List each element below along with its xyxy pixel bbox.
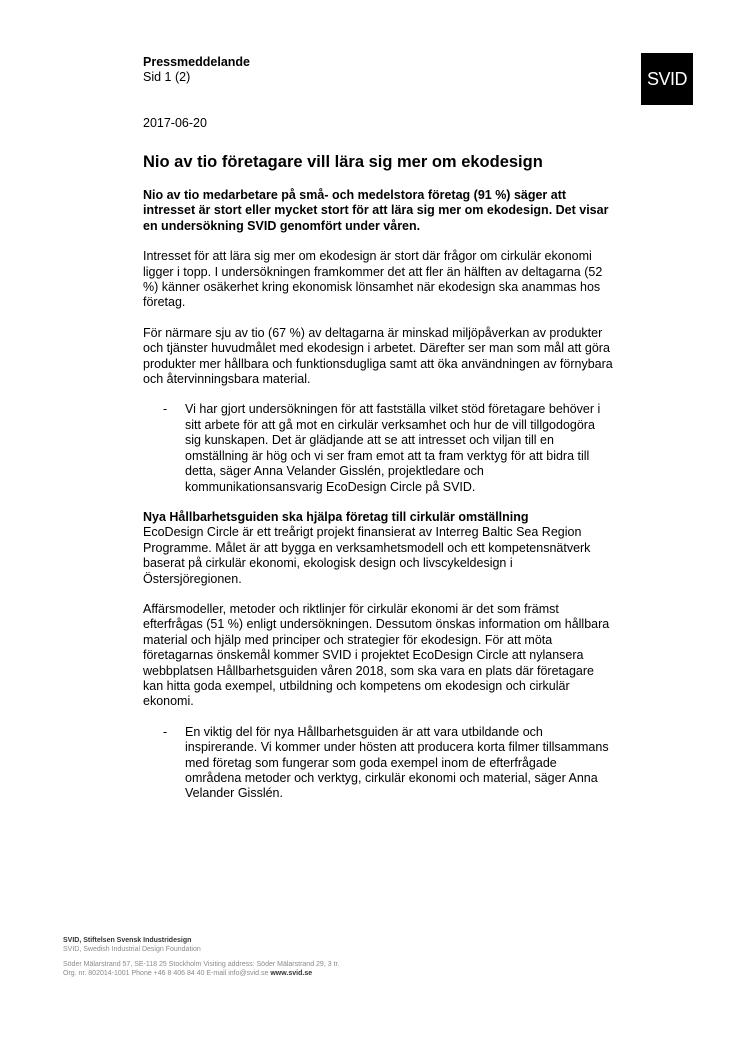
section-intro: EcoDesign Circle är ett treårigt projekt finansierat av Interreg Baltic Sea Region Programme. Målet är att bygga en verksamhetsmodell och ett kompetensnätverk baserat på cirkulär ekonomi, ekologisk design och livscykeldesign i Östersjöregionen. [143,525,591,586]
page-number: Sid 1 (2) [143,70,191,84]
lead-paragraph: Nio av tio medarbetare på små- och medelstora företag (91 %) säger att intresset är stort eller mycket stort för att lära sig mer om ekodesign. Det visar en undersökning SVID genomfört under våren. [143,188,609,233]
footer-org-sv: SVID, Stiftelsen Svensk Industridesign [63,937,192,944]
page-title: Nio av tio företagare vill lära sig mer om ekodesign [143,153,543,171]
footer-contact: Org. nr. 802014-1001 Phone +46 8 406 84 40 E-mail info@svid.se [63,969,269,977]
dash-bullet: - [163,724,168,739]
footer-web-link[interactable]: www.svid.se [270,969,313,977]
dash-bullet: - [163,402,168,417]
body-paragraph-2: För närmare sju av tio (67 %) av deltagarna är minskad miljöpåverkan av produkter och tjänster huvudmålet med ekodesign i arbetet. Därefter ser man som mål att göra produkter mer hållbara och funktionsdugliga samt att öka användningen av förnybara och återvinningsbara material. [143,325,613,387]
section-paragraph-2: Affärsmodeller, metoder och riktlinjer för cirkulär ekonomi är det som främst efterfrågas (51 %) enligt undersökningen. Dessutom önskas information om hållbara material och hjälp med principer och strategier för ekodesign. För att möta företagarnas önskemål kommer SVID i projektet EcoDesign Circle att nylansera webbplatsen Hållbarhetsguiden våren 2018, som ska vara en plats där företagare kan hitta goda exempel, utbildning och kompetens om ekodesign och cirkulär ekonomi. [143,601,610,709]
quote-text-2: En viktig del för nya Hållbarhetsguiden är att vara utbildande och inspirerande. Vi kommer under hösten att producera korta filmer tillsammans med företag som fungerar som goda exempel inom de efterfrågade områdena metoder och verktyg, cirkulär ekonomi och material, säger Anna Velander Gisslén. [185,724,609,801]
document-footer [63,937,339,978]
body-paragraph-1: Intresset för att lära sig mer om ekodesign är stort där frågor om cirkulär ekonomi ligger i topp. I undersökningen framkommer det att fler än hälften av deltagarna (52 %) känner osäkerhet kring ekonomisk lönsamhet när ekodesign ska anammas hos företag. [143,249,603,310]
footer-org-en: SVID, Swedish Industrial Design Foundation [63,945,201,953]
quote-block-1 [143,402,613,494]
quote-block-2 [143,725,613,802]
document-date: 2017-06-20 [143,116,207,130]
document-header [143,55,250,85]
document-type: Pressmeddelande [143,55,250,69]
section-heading: Nya Hållbarhetsguiden ska hjälpa företag till cirkulär omställning [143,509,529,524]
quote-text-1: Vi har gjort undersökningen för att fastställa vilket stöd företagare behöver i sitt arbete för att gå mot en cirkulär verksamhet och hur de vill tillgodogöra sig kunskapen. Det är glädjande att se att intresset och viljan till en omställning är hög och vi ser fram emot att ta fram verktyg för att bidra till detta, säger Anna Velander Gisslén, projektledare och kommunikationsansvarig EcoDesign Circle på SVID. [185,402,601,494]
logo-text: SVID [646,68,687,89]
document-body [143,152,613,817]
svid-logo [641,53,693,105]
footer-address: Söder Mälarstrand 57, SE-118 25 Stockholm Visiting address: Söder Mälarstrand 29, 3 tr. [63,961,340,968]
footer-contact-line [63,970,339,979]
